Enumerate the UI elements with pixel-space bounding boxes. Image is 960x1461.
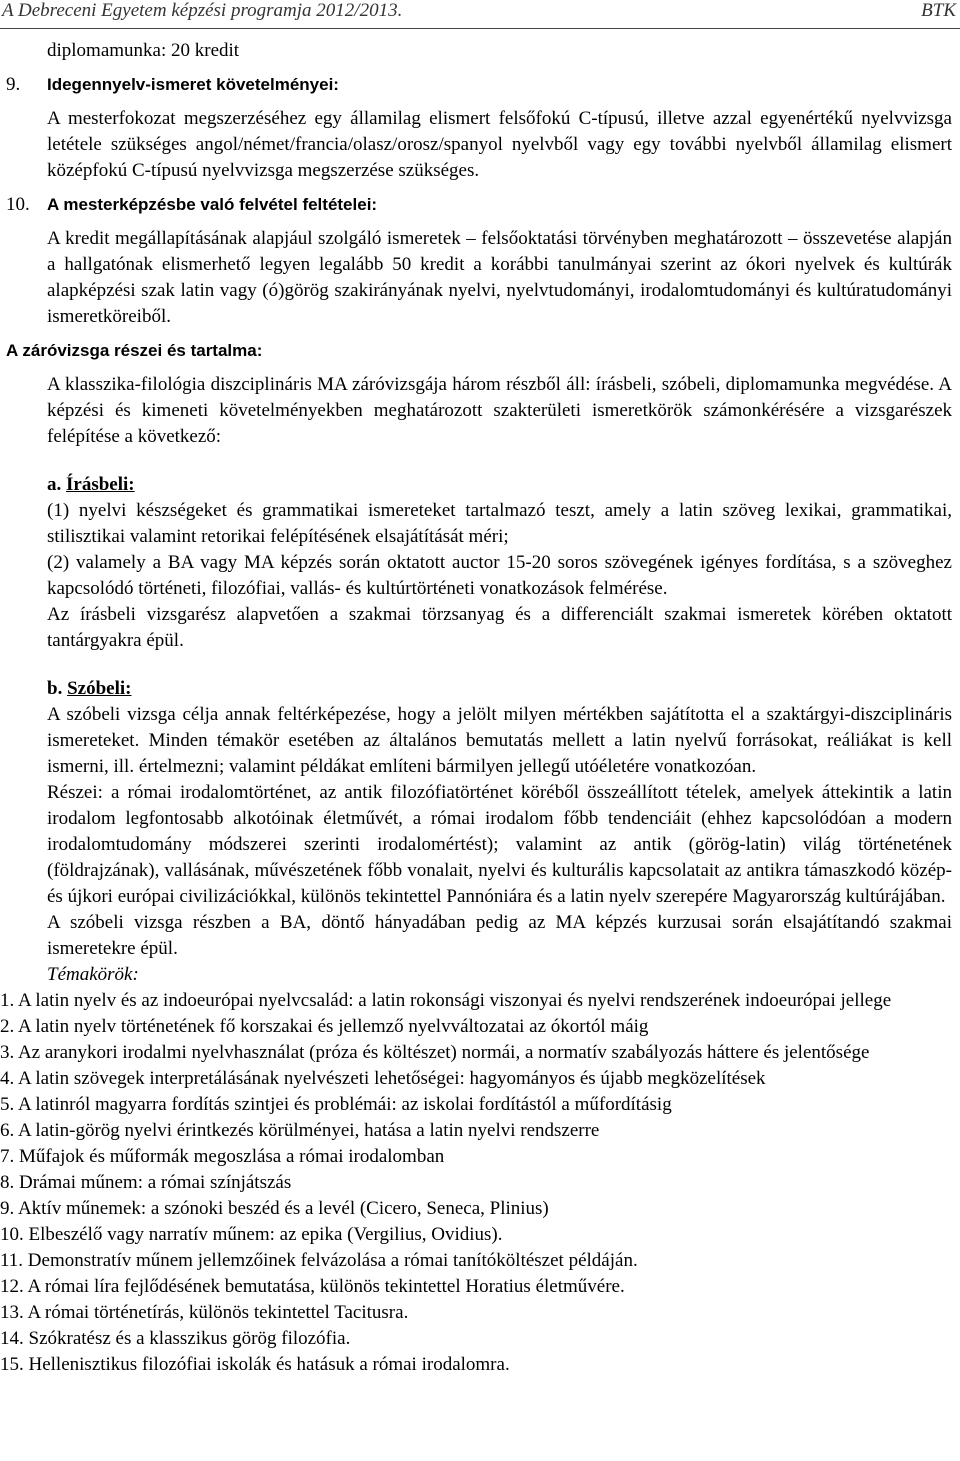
written-heading <box>47 472 952 498</box>
list-item: 2. A latin nyelv történetének fő korszakai és jellemző nyelvváltozatai az ókortól máig <box>0 1016 649 1037</box>
list-item: 3. Az aranykori irodalmi nyelvhasználat (próza és költészet) normái, a normatív szabályozás háttere és jelentősége <box>0 1042 870 1063</box>
running-header <box>0 0 960 29</box>
list-item: 1. A latin nyelv és az indoeurópai nyelvcsalád: a latin rokonsági viszonyai és nyelvi rendszerének indoeurópai jellege <box>0 990 892 1011</box>
list-item: 12. A római líra fejlődésének bemutatása, különös tekintettel Horatius életművére. <box>0 1276 625 1297</box>
list-item: 8. Drámai műnem: a római színjátszás <box>0 1172 292 1193</box>
list-item: 4. A latin szövegek interpretálásának nyelvészeti lehetőségei: hagyományos és újabb megközelítések <box>0 1068 766 1089</box>
list-item: 11. Demonstratív műnem jellemzőinek felvázolása a római tanítóköltészet példáján. <box>0 1250 638 1271</box>
oral-title: Szóbeli: <box>67 678 132 699</box>
section-10-number: 10. <box>6 194 30 215</box>
section-9-heading <box>0 72 960 98</box>
page-body <box>0 38 960 1378</box>
oral-p2: Részei: a római irodalomtörténet, az antik filozófiatörténet köréből összeállított tételek, amelyek áttekintik a latin irodalom legfontosabb alkotóinak életművét, a római irodalom főbb tendenciáit (ehhez kapcsolódóan a modern irodalomtudomány módszerei szerinti irodalomértést); valamint az antik (görög-latin) világ történetének (földrajzának), vallásának, művészetének főbb vonalait, nyelvi és kulturális kapcsolatait az antikra támaszkodó közép- és újkori európai civilizációkkal, különös tekintettel Pannóniára és a latin nyelv szerepére Magyarország kultúrájában. <box>47 782 952 907</box>
list-item: 9. Aktív műnemek: a szónoki beszéd és a levél (Cicero, Seneca, Plinius) <box>0 1198 549 1219</box>
section-10-text: A kredit megállapításának alapjául szolgáló ismeretek – felsőoktatási törvényben meghatározott – összevetése alapján a hallgatónak elismerhető legyen legalább 50 kredit a korábbi tanulmányai szerint az ókori nyelvek és kultúrák alapképzési szak latin vagy (ó)görög szakirányának nyelvi, nyelvtudományi, irodalomtudományi és kultúratudományi ismeretköreiből. <box>47 228 952 327</box>
section-9-number: 9. <box>6 74 21 95</box>
section-9-text: A mesterfokozat megszerzéséhez egy államilag elismert felsőfokú C-típusú, illetve azzal egyenértékű nyelvvizsga letétele szükséges angol/német/francia/olasz/orosz/spanyol nyelvből vagy egy további nyelvből államilag elismert középfokú C-típusú nyelvvizsga megszerzése szükséges. <box>47 108 952 181</box>
section-10-heading <box>0 192 960 218</box>
section-10-title: A mesterképzésbe való felvétel feltételei: <box>47 195 378 214</box>
header-left: A Debreceni Egyetem képzési programja 2012/2013. <box>2 0 403 21</box>
oral-p1: A szóbeli vizsga célja annak feltérképezése, hogy a jelölt milyen mértékben sajátította el a szaktárgyi-diszciplináris ismereteket. Minden témakör esetében az általános bemutatás mellett a latin nyelvű forrásokat, reáliákat is kell ismerni, ill. értelmezni; valamint példákat említeni bármilyen jellegű utóéletére vonatkozóan. <box>47 704 952 777</box>
oral-p3: A szóbeli vizsga részben a BA, döntő hányadában pedig az MA képzés kurzusai során elsajátítandó szakmai ismeretekre épül. <box>47 912 952 959</box>
list-item: 10. Elbeszélő vagy narratív műnem: az epika (Vergilius, Ovidius). <box>0 1224 503 1245</box>
list-item: 5. A latinról magyarra fordítás szintjei és problémái: az iskolai fordítástól a műfordításig <box>0 1094 672 1115</box>
list-item: 13. A római történetírás, különös tekintettel Tacitusra. <box>0 1302 409 1323</box>
topics-label: Témakörök: <box>47 964 139 985</box>
oral-heading <box>47 676 952 702</box>
exam-intro: A klasszika-filológia diszciplináris MA záróvizsgája három részből áll: írásbeli, szóbeli, diplomamunka megvédése. A képzési és kimeneti követelményekben meghatározott szakterületi ismeretkörök számonkérésére a vizsgarészek felépítése a következő: <box>47 374 952 447</box>
section-9-title: Idegennyelv-ismeret követelményei: <box>47 75 339 94</box>
list-item: 15. Hellenisztikus filozófiai iskolák és hatásuk a római irodalomra. <box>0 1354 510 1375</box>
topics-list <box>0 988 960 1378</box>
header-right: BTK <box>921 0 956 21</box>
written-letter: a. <box>47 474 62 495</box>
written-p2: (2) valamely a BA vagy MA képzés során oktatott auctor 15-20 soros szövegének igényes fordítása, s a szöveghez kapcsolódó történeti, filozófiai, vallás- és kultúrtörténeti vonatkozások felmérése. <box>47 552 952 599</box>
top-line: diplomamunka: 20 kredit <box>47 40 240 61</box>
list-item: 7. Műfajok és műformák megoszlása a római irodalomban <box>0 1146 445 1167</box>
exam-heading: A záróvizsga részei és tartalma: <box>6 341 263 360</box>
oral-letter: b. <box>47 678 63 699</box>
list-item: 6. A latin-görög nyelvi érintkezés körülményei, hatása a latin nyelvi rendszerre <box>0 1120 600 1141</box>
written-p1: (1) nyelvi készségeket és grammatikai ismereteket tartalmazó teszt, amely a latin szöveg lexikai, grammatikai, stilisztikai valamint retorikai felépítésének elsajátítását méri; <box>47 500 952 547</box>
list-item: 14. Szókratész és a klasszikus görög filozófia. <box>0 1328 351 1349</box>
written-title: Írásbeli: <box>66 474 135 495</box>
written-p3: Az írásbeli vizsgarész alapvetően a szakmai törzsanyag és a differenciált szakmai ismeretek körében oktatott tantárgyakra épül. <box>47 604 952 651</box>
